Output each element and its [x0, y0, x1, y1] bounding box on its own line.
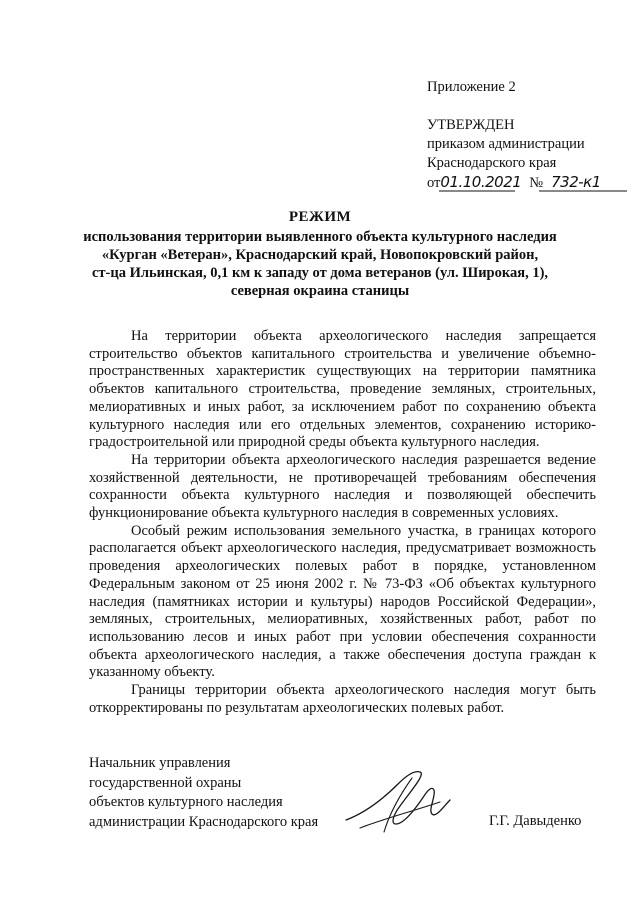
title-line: использования территории выявленного объекта культурного наследия — [83, 229, 557, 245]
document-title — [60, 208, 580, 300]
handwritten-signature — [340, 762, 460, 842]
body-paragraph: Границы территории объекта археологического наследия могут быть откорректированы по результатам археологических полевых работ. — [89, 682, 596, 716]
approval-date-number-line — [427, 173, 627, 193]
signatory-position — [89, 754, 359, 832]
approved-label: УТВЕРЖДЕН — [427, 117, 515, 133]
approval-stamp — [427, 78, 627, 193]
body-paragraph: Особый режим использования земельного участка, в границах которого располагается объект археологического наследия, предусматривает возможность проведения археологических полевых работ в порядке, установленном Федеральным законом от 25 июня 2002 г. № 73-ФЗ «Об объектах культурного наследия (памятниках истории и культуры) народов Российской Федерации», земляных, строительных, мелиоративных, хозяйственных работ, работ по использованию лесов и иных работ при условии обеспечения сохранности объекта археологического наследия, а также обеспечения доступа граждан к указанному объекту. — [89, 522, 596, 681]
document-body — [89, 328, 596, 717]
date-underline — [439, 190, 629, 193]
title-line: северная окраина станицы — [230, 283, 410, 299]
approved-by-line-1: приказом администрации — [427, 136, 585, 152]
number-prefix: № — [529, 175, 544, 191]
position-line: объектов культурного наследия — [89, 794, 283, 810]
body-paragraph: На территории объекта археологического наследия запрещается строительство объектов капитального строительства и увеличение объемно-пространственных характеристик существующих на территории памятника объектов капитального строительства, проведение земляных, строительных, мелиоративных и иных работ, за исключением работ по сохранению объекта культурного наследия или его отдельных элементов, сохранению историко-градостроительной или природной среды объекта культурного наследия. — [89, 328, 596, 451]
date-prefix: от — [427, 175, 441, 191]
handwritten-order-number: 732-к1 — [551, 173, 601, 191]
title-heading: РЕЖИМ — [288, 209, 352, 225]
appendix-label: Приложение 2 — [427, 79, 516, 95]
position-line: администрации Краснодарского края — [89, 813, 319, 830]
handwritten-date: 01.10.2021 — [440, 173, 522, 191]
title-line: «Курган «Ветеран», Краснодарский край, Новопокровский район, — [101, 247, 539, 263]
position-line: государственной охраны — [89, 774, 242, 791]
approved-by-line-2: Краснодарского края — [427, 155, 557, 171]
position-line: Начальник управления — [89, 755, 231, 771]
title-line: ст-ца Ильинская, 0,1 км к западу от дома ветеранов (ул. Широкая, 1), — [91, 265, 549, 281]
signatory-name: Г.Г. Давыденко — [489, 813, 582, 829]
body-paragraph: На территории объекта археологического наследия разрешается ведение хозяйственной деятельности, не противоречащей требованиям обеспечения сохранности объекта культурного наследия и позволяющей обеспечить функционирование объекта культурного наследия в современных условиях. — [89, 451, 596, 522]
